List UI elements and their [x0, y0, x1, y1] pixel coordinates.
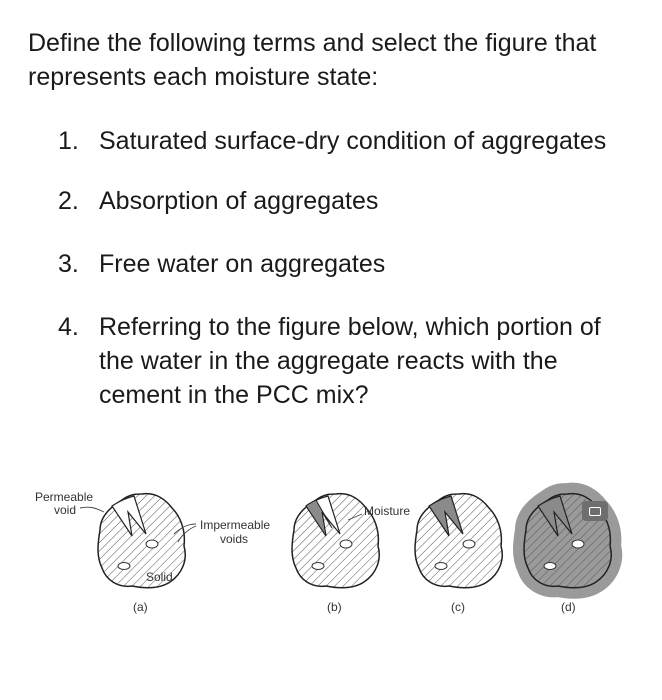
question-text: Free water on aggregates [99, 250, 386, 278]
question-text: Saturated surface-dry condition of aggregates [99, 127, 607, 155]
caption-d: (d) [561, 600, 576, 614]
question-item-4 [58, 310, 618, 412]
label-impermeable-voids-2: voids [220, 532, 249, 546]
question-text: Referring to the figure below, which portion of the water in the aggregate reacts with the cement in the PCC mix? [99, 313, 601, 409]
caption-c: (c) [451, 600, 465, 614]
label-permeable-void-2: void [54, 503, 77, 517]
question-list [58, 124, 618, 412]
question-item-2 [58, 184, 618, 218]
label-solid: Solid [146, 570, 173, 584]
comment-icon[interactable] [582, 501, 608, 521]
question-number: 2. [58, 187, 79, 215]
aggregate-moisture-figure [0, 480, 662, 630]
question-item-3 [58, 247, 618, 281]
aggregate-c-drawing [415, 494, 502, 588]
intro-text: Define the following terms and select the figure that represents each moisture state: [28, 29, 597, 91]
question-number: 3. [58, 250, 79, 278]
question-text: Absorption of aggregates [99, 187, 379, 215]
question-number: 4. [58, 313, 79, 341]
caption-b: (b) [327, 600, 342, 614]
caption-a: (a) [133, 600, 148, 614]
question-number: 1. [58, 127, 79, 155]
label-moisture: Moisture [364, 504, 411, 518]
label-permeable-void: Permeable [35, 490, 94, 504]
label-impermeable-voids: Impermeable [200, 518, 271, 532]
question-item-1 [58, 124, 618, 158]
